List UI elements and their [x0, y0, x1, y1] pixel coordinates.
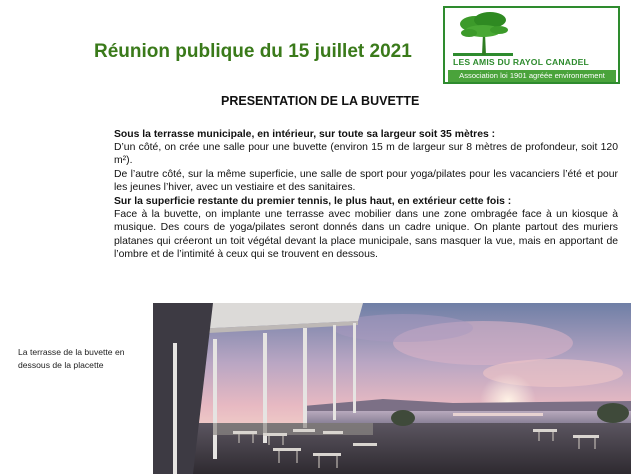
paragraph-heading: Sous la terrasse municipale, en intérieur, sur toute sa largeur soit 35 mètres : — [114, 129, 496, 140]
paragraph-line: D’un côté, on crée une salle pour une buvette (environ 15 m de largeur sur 8 mètres de profondeur, soit 120 m²). — [114, 142, 618, 167]
logo-tagline: Association loi 1901 agréée environnement — [448, 70, 616, 82]
association-logo — [443, 6, 620, 84]
terrace-photo — [153, 303, 631, 474]
section-title: PRESENTATION DE LA BUVETTE — [221, 94, 420, 108]
logo-name: LES AMIS DU RAYOL CANADEL — [453, 57, 589, 67]
page-title: Réunion publique du 15 juillet 2021 — [94, 41, 412, 62]
paragraph-heading: Sur la superficie restante du premier tennis, le plus haut, en extérieur cette fois : — [114, 196, 512, 207]
paragraph-line: De l’autre côté, sur la même superficie, une salle de sport pour yoga/pilates pour les vacanciers l’été et pour les jeunes l’hiver, avec un vestiaire et des sanitaires. — [114, 168, 618, 193]
paragraph-terrasse — [114, 195, 618, 261]
photo-caption: La terrasse de la buvette en dessous de la placette — [18, 347, 125, 370]
pine-tree-icon — [453, 11, 513, 57]
paragraph-line: Face à la buvette, on implante une terrasse avec mobilier dans une zone ombragée face à un kiosque à musique. Des cours de yoga/pilates seront donnés dans un cadre unique. On plante partout des muriers platanes qui créeront un toit végétal devant la place municipale, sans masquer la vue, mais en apportant de l’ombre et de l’intimité à ceux qui se trouvent en dessous. — [114, 209, 618, 260]
paragraph-buvette — [114, 128, 618, 194]
